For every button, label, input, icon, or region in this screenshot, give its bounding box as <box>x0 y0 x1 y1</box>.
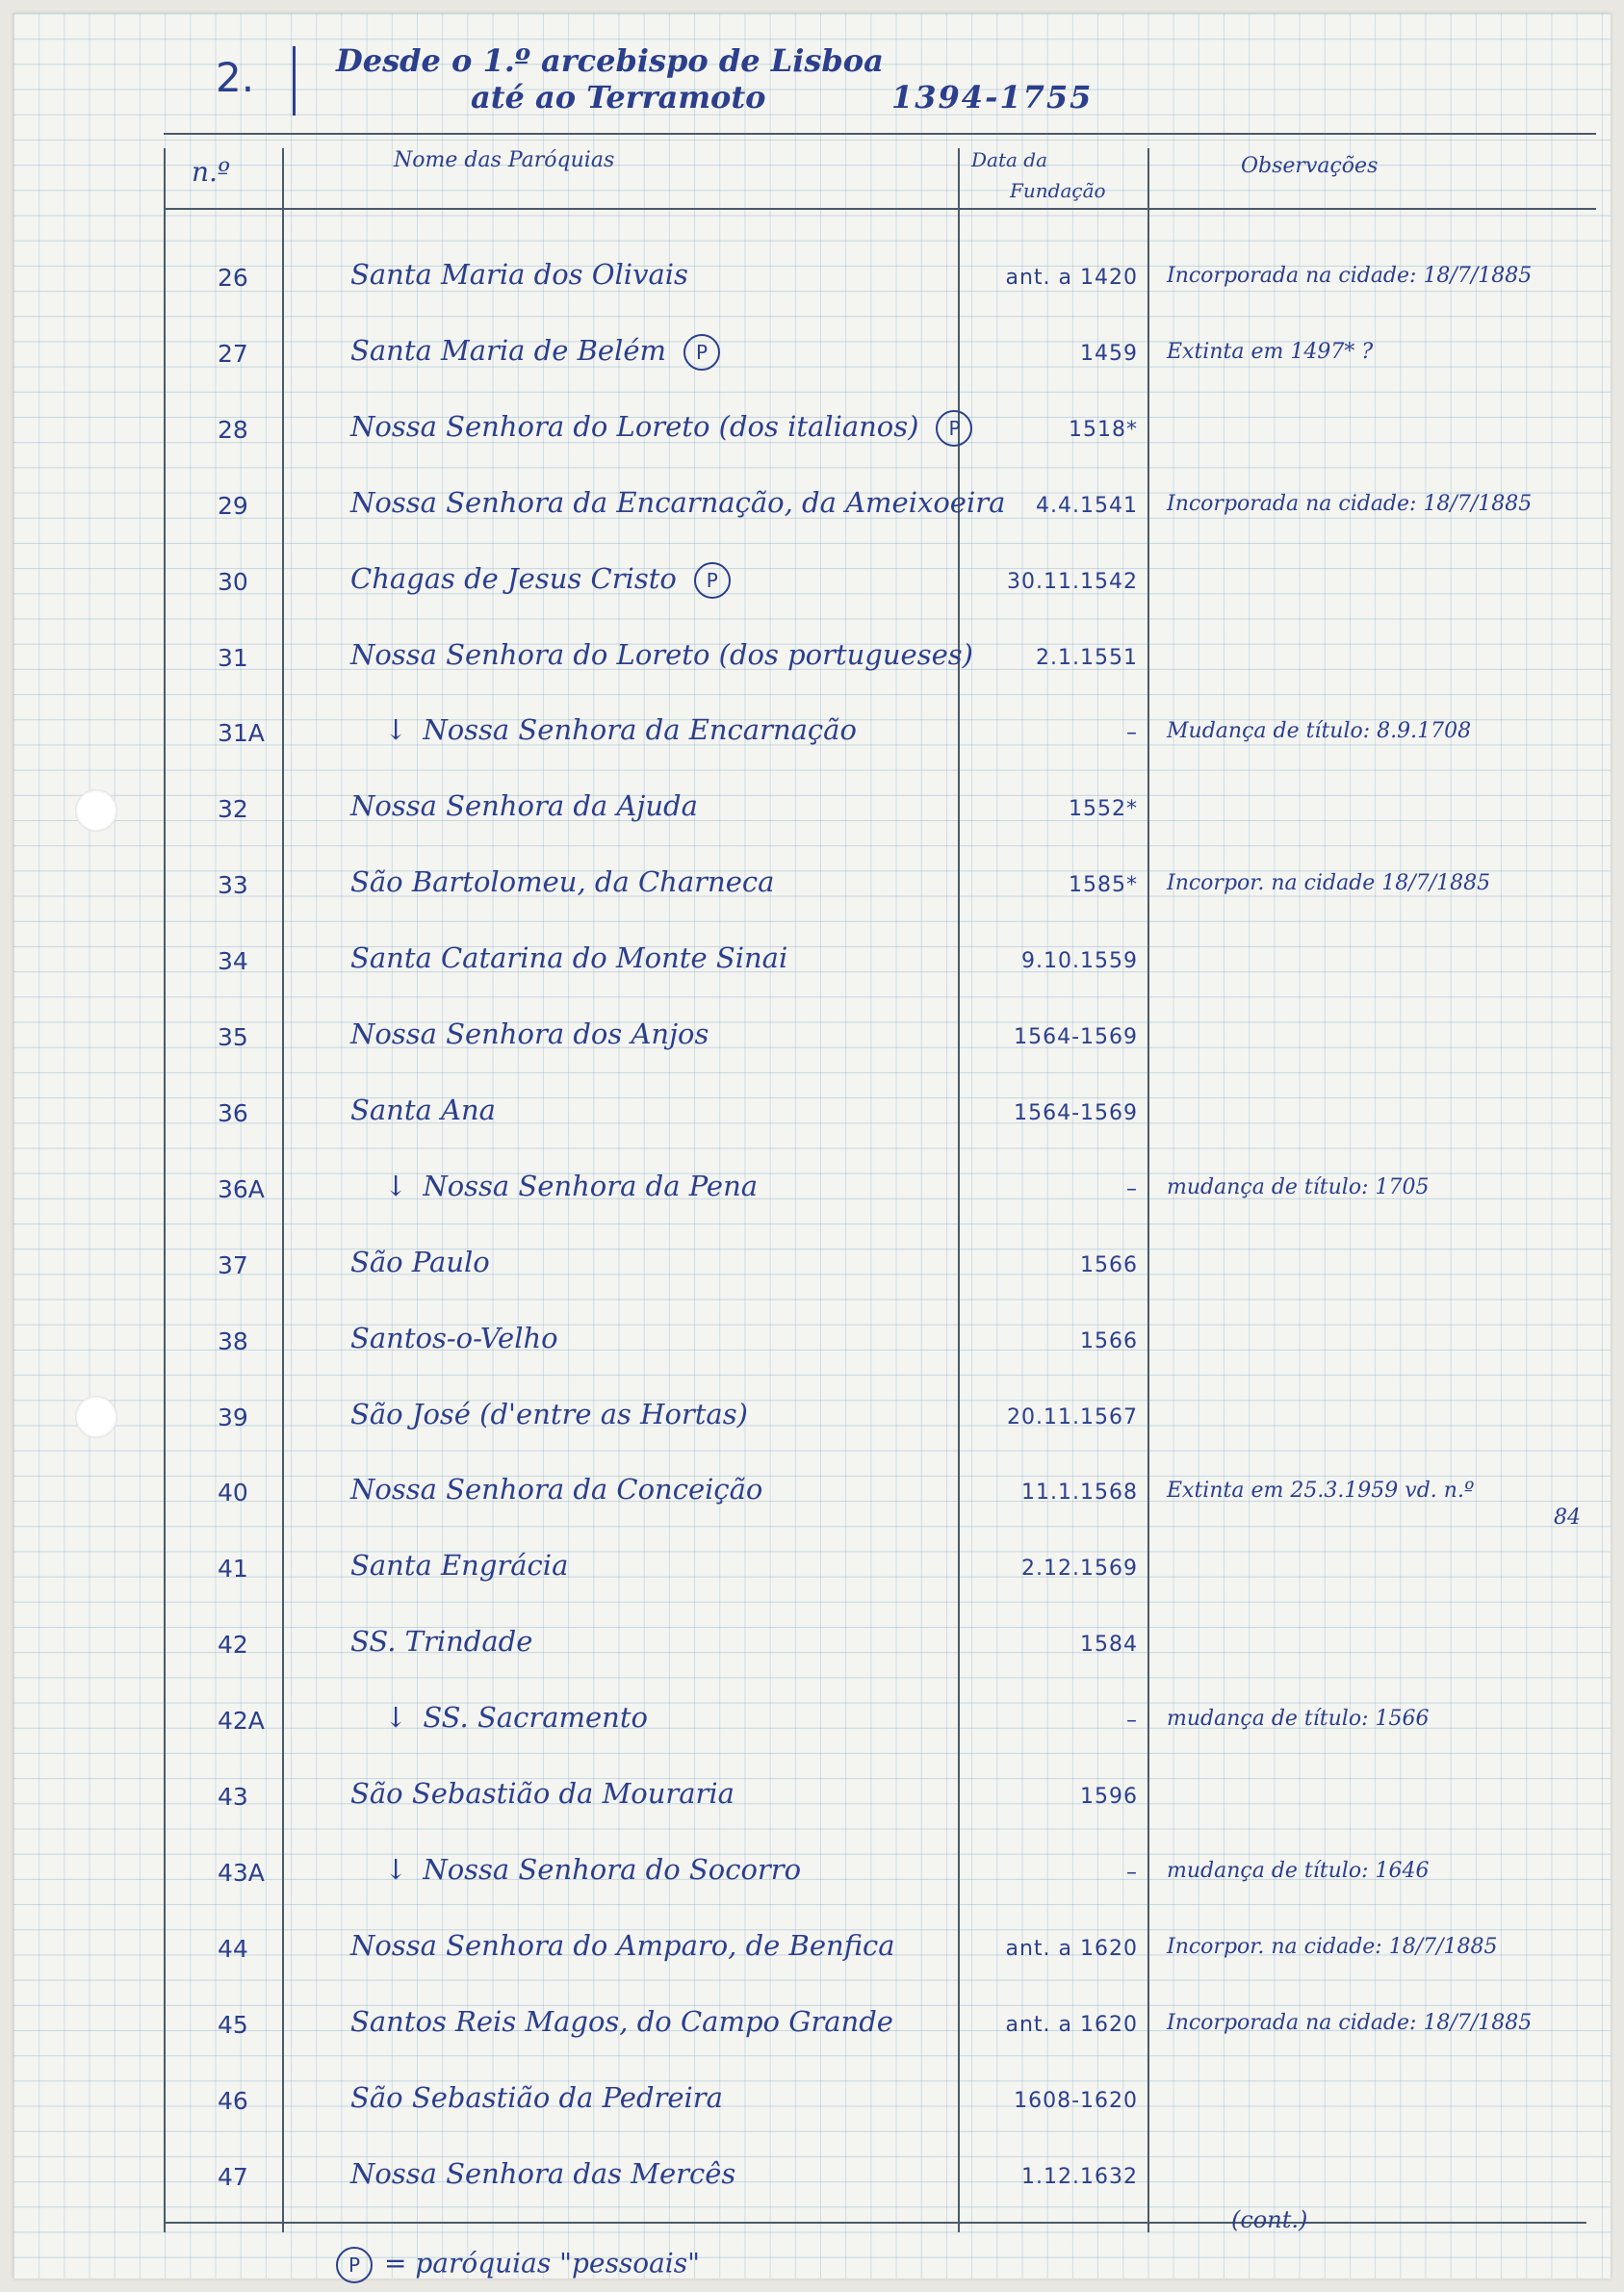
parish-name-text: Chagas de Jesus Cristo <box>350 561 677 595</box>
foundation-date: 2.12.1569 <box>1021 1557 1138 1582</box>
row-number: 31A <box>218 719 265 748</box>
header-name: Nome das Paróquias <box>394 148 615 172</box>
page-number: 2. <box>216 54 255 101</box>
observation: Incorporada na cidade: 18/7/1885 <box>1167 491 1533 516</box>
title-change-arrow-icon: ↓ <box>384 1169 408 1202</box>
title-change-arrow-icon: ↓ <box>384 713 408 747</box>
header-observations: Observações <box>1241 154 1379 178</box>
parish-name-text: Santa Maria dos Olivais <box>350 258 688 291</box>
row-number: 42A <box>218 1707 265 1736</box>
table-border-bottom <box>164 2222 1586 2224</box>
row-number: 31 <box>218 643 248 672</box>
foundation-date: 20.11.1567 <box>1007 1404 1138 1429</box>
parish-name-text: Nossa Senhora do Loreto (dos italianos) <box>350 409 919 443</box>
parish-name-text: Nossa Senhora da Encarnação <box>423 713 857 747</box>
personal-parish-symbol: P <box>336 2247 373 2283</box>
parish-name-text: São José (d'entre as Hortas) <box>350 1397 748 1430</box>
parish-name-text: Santa Catarina do Monte Sinai <box>350 941 788 975</box>
foundation-date: 1459 <box>1080 341 1138 366</box>
parish-name-text: Santos Reis Magos, do Campo Grande <box>350 2004 893 2038</box>
row-number: 26 <box>218 264 248 292</box>
row-number: 32 <box>218 795 248 824</box>
foundation-date: 11.1.1568 <box>1021 1481 1138 1506</box>
foundation-date: 1608-1620 <box>1014 2088 1138 2113</box>
row-number: 41 <box>218 1555 248 1584</box>
foundation-date: 1596 <box>1080 1785 1138 1809</box>
parish-name <box>350 562 731 599</box>
parish-name-text: Nossa Senhora da Encarnação, da Ameixoeira <box>350 485 1006 519</box>
row-number: 28 <box>218 415 248 444</box>
parish-name-text: Nossa Senhora da Conceição <box>350 1473 763 1507</box>
parish-name-text: Nossa Senhora do Amparo, de Benfica <box>350 1928 895 1962</box>
title-change-arrow-icon: ↓ <box>384 1852 408 1886</box>
parish-name <box>350 1777 735 1810</box>
title-change-arrow-icon: ↓ <box>384 1701 408 1735</box>
parish-name <box>350 334 720 371</box>
parish-name-text: São Sebastião da Pedreira <box>350 2080 723 2114</box>
parish-name <box>384 1853 801 1886</box>
row-number: 33 <box>218 871 248 900</box>
parish-name-text: Santa Engrácia <box>350 1549 569 1583</box>
personal-parish-marker-icon: P <box>683 334 720 371</box>
title-divider <box>293 46 296 116</box>
parish-name <box>350 1929 895 1962</box>
parish-name-text: Nossa Senhora da Ajuda <box>350 789 698 823</box>
foundation-date: 1584 <box>1080 1633 1138 1658</box>
row-number: 36 <box>218 1098 248 1127</box>
foundation-date: – <box>1126 721 1138 746</box>
parish-name-text: São Bartolomeu, da Charneca <box>350 865 775 899</box>
foundation-date: – <box>1126 1176 1138 1201</box>
row-number: 37 <box>218 1250 248 1279</box>
foundation-date: – <box>1126 1709 1138 1734</box>
parish-name <box>350 486 1005 519</box>
foundation-date: 1566 <box>1080 1328 1138 1353</box>
foundation-date: ant. a 1420 <box>1005 266 1138 290</box>
foundation-date: 1585* <box>1069 873 1138 898</box>
parish-name <box>350 1625 532 1658</box>
parish-name <box>350 1473 762 1506</box>
observation: mudança de título: 1566 <box>1167 1707 1430 1732</box>
column-divider-name <box>958 148 960 2232</box>
row-number: 30 <box>218 567 248 596</box>
footnote-text: = paróquias "pessoais" <box>384 2247 700 2279</box>
foundation-date: 2.1.1551 <box>1036 645 1138 670</box>
foundation-date: 1518* <box>1069 417 1138 442</box>
header-divider <box>164 208 1596 210</box>
observation: Extinta em 25.3.1959 vd. n.º <box>1167 1479 1475 1504</box>
parish-name <box>384 1701 648 1734</box>
row-number: 43A <box>218 1858 265 1887</box>
punch-hole-top <box>75 789 117 832</box>
row-number: 42 <box>218 1631 248 1660</box>
foundation-date: 1564-1569 <box>1014 1100 1138 1125</box>
row-number: 40 <box>218 1479 248 1507</box>
page-title-line2: até ao Terramoto <box>471 79 766 116</box>
foundation-date: 4.4.1541 <box>1036 493 1138 518</box>
page-title-line1: Desde o 1.º arcebispo de Lisboa <box>336 42 884 79</box>
row-number: 34 <box>218 947 248 976</box>
parish-name <box>350 2081 723 2114</box>
parish-name <box>350 2157 735 2190</box>
notebook-page <box>13 13 1611 2279</box>
parish-name <box>350 941 787 974</box>
row-number: 29 <box>218 491 248 520</box>
foundation-date: 9.10.1559 <box>1021 949 1138 974</box>
parish-name-text: Nossa Senhora dos Anjos <box>350 1017 709 1050</box>
observation-continuation: 84 <box>1554 1506 1581 1531</box>
row-number: 44 <box>218 1934 248 1963</box>
parish-name <box>350 2005 893 2038</box>
punch-hole-bottom <box>75 1396 117 1438</box>
parish-name-text: Nossa Senhora da Pena <box>423 1169 759 1202</box>
row-number: 27 <box>218 339 248 368</box>
foundation-date: ant. a 1620 <box>1005 2012 1138 2037</box>
foundation-date: 1552* <box>1069 797 1138 822</box>
parish-name <box>350 1246 490 1278</box>
footnote <box>336 2247 700 2283</box>
foundation-date: 1566 <box>1080 1252 1138 1277</box>
parish-name-text: São Paulo <box>350 1245 490 1278</box>
row-number: 35 <box>218 1023 248 1051</box>
parish-name <box>350 1322 558 1354</box>
parish-name-text: SS. Trindade <box>350 1625 533 1659</box>
observation: Mudança de título: 8.9.1708 <box>1167 719 1472 744</box>
observation: Incorpor. na cidade 18/7/1885 <box>1167 871 1491 896</box>
row-number: 38 <box>218 1326 248 1355</box>
parish-name <box>350 1094 496 1126</box>
foundation-date: 1.12.1632 <box>1021 2164 1138 2189</box>
header-number: n.º <box>192 156 231 188</box>
table-border-top <box>164 133 1596 135</box>
personal-parish-marker-icon: P <box>936 410 972 447</box>
parish-name-text: São Sebastião da Mouraria <box>350 1777 735 1810</box>
observation: Incorpor. na cidade: 18/7/1885 <box>1167 1934 1498 1959</box>
observation: mudança de título: 1705 <box>1167 1174 1430 1199</box>
parish-name <box>350 638 973 671</box>
row-number: 36A <box>218 1174 265 1203</box>
parish-name <box>350 865 774 898</box>
row-number: 47 <box>218 2162 248 2191</box>
parish-name-text: Santa Maria de Belém <box>350 333 666 367</box>
continued-note: (cont.) <box>1231 2206 1308 2233</box>
parish-name <box>350 1398 748 1430</box>
column-divider-date <box>1147 148 1149 2232</box>
parish-name-text: Nossa Senhora do Loreto (dos portugueses) <box>350 637 973 671</box>
observation: Extinta em 1497* ? <box>1167 339 1374 364</box>
parish-name <box>384 1170 758 1202</box>
row-number: 39 <box>218 1403 248 1431</box>
parish-name-text: Santos-o-Velho <box>350 1321 558 1354</box>
parish-name-text: SS. Sacramento <box>423 1701 648 1735</box>
foundation-date: 30.11.1542 <box>1007 569 1138 594</box>
foundation-date: ant. a 1620 <box>1005 1936 1138 1961</box>
parish-name <box>350 1017 709 1050</box>
parish-name-text: Santa Ana <box>350 1093 496 1126</box>
parish-name <box>384 713 857 746</box>
header-date-line1: Data da <box>971 148 1048 171</box>
observation: Incorporada na cidade: 18/7/1885 <box>1167 2010 1533 2035</box>
personal-parish-marker-icon: P <box>694 562 731 599</box>
parish-name <box>350 410 972 447</box>
parish-name-text: Nossa Senhora das Mercês <box>350 2156 736 2190</box>
parish-name <box>350 1549 568 1582</box>
table-border-left <box>164 148 166 2232</box>
row-number: 46 <box>218 2086 248 2115</box>
foundation-date: 1564-1569 <box>1014 1025 1138 1049</box>
parish-name-text: Nossa Senhora do Socorro <box>423 1852 802 1886</box>
page-title-years: 1394-1755 <box>891 79 1094 116</box>
parish-name <box>350 789 698 822</box>
observation: Incorporada na cidade: 18/7/1885 <box>1167 264 1533 288</box>
column-divider-number <box>282 148 284 2232</box>
observation: mudança de título: 1646 <box>1167 1858 1430 1883</box>
row-number: 45 <box>218 2010 248 2039</box>
foundation-date: – <box>1126 1860 1138 1885</box>
parish-name <box>350 258 688 291</box>
header-date-line2: Fundação <box>1010 179 1106 202</box>
row-number: 43 <box>218 1783 248 1811</box>
